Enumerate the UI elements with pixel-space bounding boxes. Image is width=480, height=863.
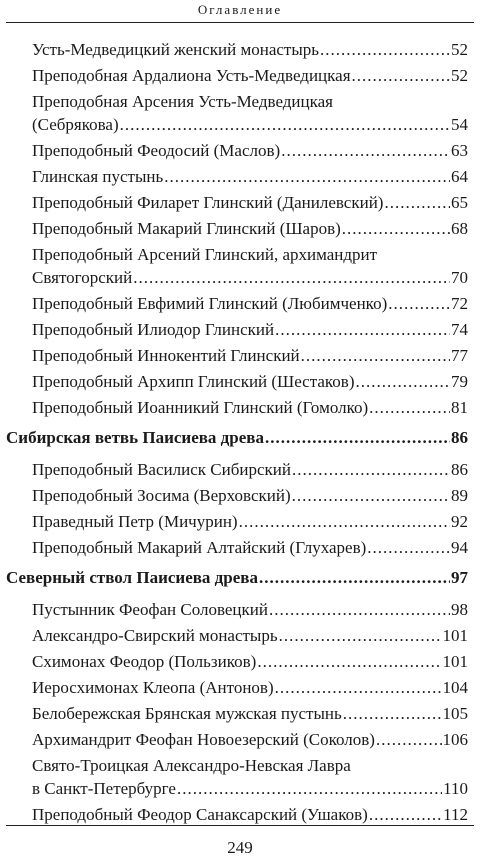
dot-leader xyxy=(257,650,441,673)
toc-entry-title: Преподобный Филарет Глинский (Данилевский) xyxy=(32,193,384,212)
toc-entry xyxy=(6,510,468,533)
toc-entry xyxy=(6,702,468,725)
page-number: 249 xyxy=(227,838,253,857)
toc-entry-title-line: Свято-Троицкая Александро-Невская Лавра xyxy=(32,756,351,775)
toc-entry xyxy=(6,728,468,751)
toc-entry xyxy=(6,344,468,367)
toc-entry-title: Усть-Медведицкий женский монастырь xyxy=(32,40,320,59)
dot-leader xyxy=(356,370,451,393)
toc-entry-page: 68 xyxy=(451,219,468,238)
dot-leader xyxy=(320,38,450,61)
toc-entry-page: 74 xyxy=(451,320,468,339)
toc-entry-page: 70 xyxy=(451,268,468,287)
toc-entry-page: 86 xyxy=(451,460,468,479)
table-of-contents xyxy=(6,38,468,829)
toc-entry-title-line: Преподобная Арсения Усть-Медведицкая xyxy=(32,92,333,111)
toc-entry-title-line: в Санкт-Петербурге xyxy=(32,779,176,798)
toc-entry-title: Белобережская Брянская мужская пустынь xyxy=(32,704,342,723)
toc-entry-page: 72 xyxy=(451,294,468,313)
toc-entry xyxy=(6,650,468,673)
dot-leader xyxy=(164,165,450,188)
dot-leader xyxy=(281,139,450,162)
toc-entry-page: 97 xyxy=(451,568,468,587)
top-rule xyxy=(6,22,474,23)
toc-entry-title: Преподобный Феодор Санаксарский (Ушаков) xyxy=(32,805,368,824)
toc-entry-page: 54 xyxy=(451,115,468,134)
dot-leader xyxy=(265,426,450,449)
toc-entry-page: 112 xyxy=(443,805,468,824)
dot-leader xyxy=(369,803,442,826)
toc-entry-page: 79 xyxy=(451,372,468,391)
dot-leader xyxy=(367,536,450,559)
toc-entry-title: Сибирская ветвь Паисиева древа xyxy=(6,428,264,447)
toc-entry-title: Преподобный Иоанникий Глинский (Гомолко) xyxy=(32,398,369,417)
toc-entry xyxy=(6,139,468,162)
dot-leader xyxy=(384,191,450,214)
toc-entry xyxy=(6,90,468,136)
dot-leader xyxy=(352,64,450,87)
toc-entry-page: 63 xyxy=(451,141,468,160)
toc-entry-page: 81 xyxy=(451,398,468,417)
toc-entry xyxy=(6,396,468,419)
toc-entry-title-line: Святогорский xyxy=(32,268,133,287)
dot-leader xyxy=(279,624,442,647)
toc-entry-title: Северный ствол Паисиева древа xyxy=(6,568,258,587)
toc-entry xyxy=(6,217,468,240)
toc-entry xyxy=(6,318,468,341)
toc-entry-page: 89 xyxy=(451,486,468,505)
toc-entry-title-line: (Себрякова) xyxy=(32,115,119,134)
dot-leader xyxy=(369,396,450,419)
dot-leader xyxy=(292,484,450,507)
dot-leader xyxy=(275,676,442,699)
toc-entry xyxy=(6,38,468,61)
toc-entry-page: 94 xyxy=(451,538,468,557)
toc-entry-title: Преподобный Макарий Алтайский (Глухарев) xyxy=(32,538,367,557)
dot-leader xyxy=(343,702,442,725)
dot-leader xyxy=(259,566,450,589)
dot-leader xyxy=(376,728,442,751)
toc-entry-page: 52 xyxy=(451,66,468,85)
toc-entry-title: Преподобный Архипп Глинский (Шестаков) xyxy=(32,372,355,391)
toc-entry-title: Глинская пустынь xyxy=(32,167,164,186)
dot-leader xyxy=(269,598,450,621)
toc-entry-title: Преподобный Илиодор Глинский xyxy=(32,320,275,339)
toc-entry-title: Преподобный Макарий Глинский (Шаров) xyxy=(32,219,341,238)
toc-entry-title: Александро-Свирский монастырь xyxy=(32,626,278,645)
toc-entry-page: 104 xyxy=(442,678,468,697)
toc-entry-title: Преподобный Василиск Сибирский xyxy=(32,460,291,479)
toc-entry-title: Архимандрит Феофан Новоезерский (Соколов) xyxy=(32,730,375,749)
toc-entry-page: 92 xyxy=(451,512,468,531)
toc-entry-page: 65 xyxy=(451,193,468,212)
toc-entry-title: Преподобный Евфимий Глинский (Любимченко) xyxy=(32,294,388,313)
dot-leader xyxy=(239,510,450,533)
toc-entry-title: Преподобный Зосима (Верховский) xyxy=(32,486,291,505)
toc-entry xyxy=(6,803,468,826)
toc-entry-title: Преподобный Феодосий (Маслов) xyxy=(32,141,281,160)
toc-entry xyxy=(6,243,468,289)
toc-entry-title: Схимонах Феодор (Пользиков) xyxy=(32,652,257,671)
dot-leader xyxy=(133,266,450,289)
toc-entry xyxy=(6,598,468,621)
toc-entry xyxy=(6,191,468,214)
dot-leader xyxy=(301,344,450,367)
toc-entry-page: 52 xyxy=(451,40,468,59)
toc-entry xyxy=(6,484,468,507)
toc-entry xyxy=(6,458,468,481)
bottom-rule xyxy=(6,825,474,826)
toc-entry-title: Иеросхимонах Клеопа (Антонов) xyxy=(32,678,274,697)
toc-entry xyxy=(6,676,468,699)
toc-entry xyxy=(6,754,468,800)
dot-leader xyxy=(388,292,450,315)
dot-leader xyxy=(275,318,450,341)
toc-entry xyxy=(6,64,468,87)
toc-entry-page: 77 xyxy=(451,346,468,365)
running-head: Оглавление xyxy=(197,2,283,17)
toc-section-entry xyxy=(6,566,468,589)
toc-section-entry xyxy=(6,426,468,449)
toc-entry-page: 98 xyxy=(451,600,468,619)
toc-entry-title-line: Преподобный Арсений Глинский, архимандрит xyxy=(32,245,378,264)
toc-entry-page: 106 xyxy=(442,730,468,749)
dot-leader xyxy=(120,113,450,136)
toc-entry-page: 110 xyxy=(443,779,468,798)
toc-entry-title: Праведный Петр (Мичурин) xyxy=(32,512,238,531)
dot-leader xyxy=(342,217,450,240)
toc-entry-title: Преподобная Ардалиона Усть-Медведицкая xyxy=(32,66,351,85)
dot-leader xyxy=(177,777,442,800)
toc-entry xyxy=(6,165,468,188)
toc-entry-page: 105 xyxy=(442,704,468,723)
toc-entry-page: 101 xyxy=(442,652,468,671)
toc-entry xyxy=(6,536,468,559)
toc-entry-page: 86 xyxy=(451,428,468,447)
toc-entry-page: 101 xyxy=(442,626,468,645)
toc-entry-title: Преподобный Иннокентий Глинский xyxy=(32,346,300,365)
dot-leader xyxy=(292,458,450,481)
toc-entry-title: Пустынник Феофан Соловецкий xyxy=(32,600,268,619)
toc-entry xyxy=(6,624,468,647)
toc-entry-page: 64 xyxy=(451,167,468,186)
toc-entry xyxy=(6,370,468,393)
toc-entry xyxy=(6,292,468,315)
